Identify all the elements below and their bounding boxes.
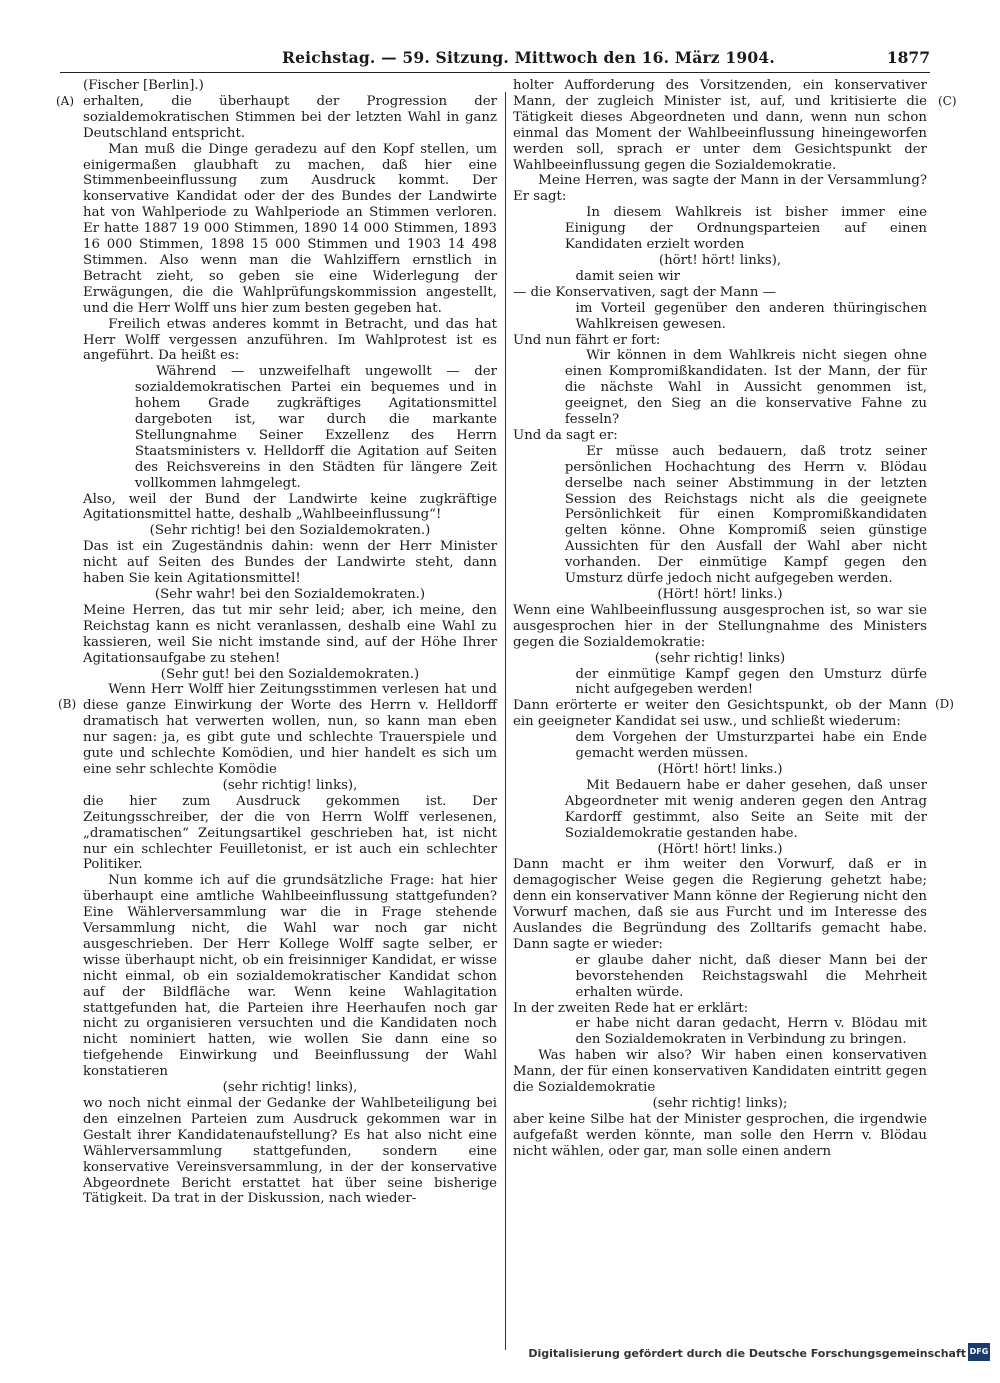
quoted-paragraph: Wir können in dem Wahlkreis nicht siegen ohne einen Kompromißkandidaten. Ist der Mann, der für die nächste Wahl in Aussicht genommen ist, geeignet, den Sieg an die konservative Fahne zu fesseln?: [564, 348, 927, 428]
paragraph: Dann macht er ihm weiter den Vorwurf, daß er in demagogischer Weise gegen die Regierung gehetzt habe; denn ein konservativer Mann könne der Regierung nicht den Vorwurf machen, daß sie aus Furcht und im Interesse des Auslandes die Begründung des Zolltarifs gemacht habe. Dann sagte er wieder:: [513, 857, 927, 952]
quoted-paragraph: Mit Bedauern habe er daher gesehen, daß unser Abgeordneter mit wenig anderen gegen den Antrag Kardorff gestimmt, also Seite an Seite mit der Sozialdemokratie gestanden habe.: [564, 777, 927, 841]
margin-marker-a: (A): [56, 94, 75, 108]
margin-marker-c: (C): [938, 94, 957, 108]
paragraph: Das ist ein Zugeständnis dahin: wenn der Herr Minister nicht auf Seiten des Bundes der Landwirte steht, dann haben Sie kein Agitationsmittel!: [83, 539, 497, 587]
paragraph: Nun komme ich auf die grundsätzliche Frage: hat hier überhaupt eine amtliche Wahlbeeinflussung stattgefunden? Eine Wählerversammlung war die in Frage stehende Versammlung nicht, die Wahl war noch gar nicht ausgeschrieben. Der Herr Kollege Wolff sagte selber, er wisse überhaupt nicht, ob ein freisinniger Kandidat, er wisse nicht einmal, ob ein sozialdemokratischer Kandidat schon auf der Bildfläche war. Wenn keine Wahlagitation stattgefunden hat, die Parteien ihre Heerhaufen noch gar nicht zu organisieren versuchten und die Kandidaten noch nicht nominiert hatten, wie wollen Sie dann eine so tiefgehende Einwirkung und Beeinflussung der Wahl konstatieren: [83, 873, 497, 1080]
paragraph: Was haben wir also? Wir haben einen konservativen Mann, der für einen konservativen Kandidaten eintritt gegen die Sozialdemokratie: [513, 1048, 927, 1096]
paragraph: Meine Herren, das tut mir sehr leid; aber, ich meine, den Reichstag kann es nicht veranlassen, deshalb eine Wahl zu kassieren, weil Sie nicht imstande sind, auf der Höhe Ihrer Agitationsaufgabe zu stehen!: [83, 602, 497, 666]
quoted-paragraph: der einmütige Kampf gegen den Umsturz dürfe nicht aufgegeben werden!: [575, 666, 927, 698]
margin-marker-d: (D): [935, 697, 954, 711]
paragraph: Wenn Herr Wolff hier Zeitungsstimmen verlesen hat und diese ganze Einwirkung der Worte des Herrn v. Helldorff dramatisch hat verwerten wollen, nun, so kann man eben nur sagen: ja, es gibt gute und schlechte Trauerspiele und gute und schlechte Komödien, und hier handelt es sich um eine sehr schlechte Komödie: [83, 682, 497, 777]
paragraph: holter Aufforderung des Vorsitzenden, ein konservativer Mann, der zugleich Minister ist, auf, und kritisierte die Tätigkeit dieses Abgeordneten und dann, wenn nun schon einmal das Moment der Wahlbeeinflussung hineingeworfen werden soll, sprach er unter dem Gesichtspunkt der Wahlbeeinflussung gegen die Sozialdemokratie.: [513, 78, 927, 173]
interjection: (Hört! hört! links.): [657, 761, 783, 777]
interjection: (Sehr gut! bei den Sozialdemokraten.): [160, 666, 420, 682]
paragraph: aber keine Silbe hat der Minister gesprochen, die irgendwie aufgefaßt werden könnte, man solle den Herrn v. Blödau nicht wählen, oder gar, man solle einen andern: [513, 1111, 927, 1159]
interjection: (Hört! hört! links.): [657, 587, 783, 602]
paragraph: Und nun fährt er fort:: [513, 332, 661, 348]
paragraph: — die Konservativen, sagt der Mann —: [513, 284, 777, 300]
interjection: (sehr richtig! links);: [652, 1096, 788, 1111]
interjection: (sehr richtig! links),: [222, 777, 358, 793]
paragraph: Und da sagt er:: [513, 427, 618, 443]
quoted-paragraph: er glaube daher nicht, daß dieser Mann bei der bevorstehenden Reichstagswahl die Mehrheit erhalten würde.: [575, 952, 927, 1000]
quoted-paragraph: Er müsse auch bedauern, daß trotz seiner persönlichen Hochachtung des Herrn v. Blödau derselbe nach seiner Abstimmung in der letzten Session des Reichstags nicht als die geeignete Persönlichkeit für einen Kompromißkandidaten gelten könne. Ohne Kompromiß seien günstige Aussichten für den Ausfall der Wahl aber nicht vorhanden. Der einmütige Kampf gegen den Umsturz dürfe jedoch nicht aufgegeben werden.: [564, 443, 927, 587]
paragraph: wo noch nicht einmal der Gedanke der Wahlbeteiligung bei den einzelnen Parteien zum Ausdruck gekommen war in Gestalt ihrer Kandidatenaufstellung? Es hat also nicht eine Wählerversammlung stattgefunden, sondern eine konservative Vereinsversammlung, in der der konservative Abgeordnete Bericht erstattet hat über seine bisherige Tätigkeit. Da trat in der Diskussion, nach wieder-: [83, 1096, 497, 1207]
footer-credit: Digitalisierung gefördert durch die Deutsche Forschungsgemeinschaft: [528, 1347, 966, 1360]
paragraph: Freilich etwas anderes kommt in Betracht, und das hat Herr Wolff vergessen anzuführen. Im Wahlprotest ist es angeführt. Da heißt es:: [83, 316, 497, 364]
header-title: Reichstag. — 59. Sitzung. Mittwoch den 16. März 1904.: [282, 48, 775, 67]
column-divider: [505, 92, 506, 1350]
margin-marker-b: (B): [58, 697, 77, 711]
left-column: [83, 78, 497, 1207]
paragraph: die hier zum Ausdruck gekommen ist. Der Zeitungsschreiber, der die von Herrn Wolff verlesenen, „dramatischen“ Zeitungsartikel geschrieben hat, ist nicht nur ein schlechter Feuilletonist, er ist auch ein schlechter Politiker.: [83, 793, 497, 873]
paragraph: Also, weil der Bund der Landwirte keine zugkräftige Agitationsmittel hatte, deshalb „Wahlbeeinflussung“!: [83, 491, 497, 523]
paragraph: Dann erörterte er weiter den Gesichtspunkt, ob der Mann ein geeigneter Kandidat sei usw., und schließt wiederum:: [513, 698, 927, 730]
quoted-paragraph: im Vorteil gegenüber den anderen thüringischen Wahlkreisen gewesen.: [575, 300, 927, 332]
quoted-paragraph: In diesem Wahlkreis ist bisher immer eine Einigung der Ordnungsparteien auf einen Kandidaten erzielt worden: [564, 205, 927, 253]
paragraph: Man muß die Dinge geradezu auf den Kopf stellen, um einigermaßen glaubhaft zu machen, daß hier eine Stimmenbeeinflussung zum Ausdruck kommt. Der konservative Kandidat oder der des Bundes der Landwirte hat von Wahlperiode zu Wahlperiode an Stimmen verloren. Er hatte 1887 19 000 Stimmen, 1890 14 000 Stimmen, 1893 16 000 Stimmen, 1898 15 000 Stimmen und 1903 14 498 Stimmen. Also wenn man die Wahlziffern ernstlich in Betracht zieht, so geben sie eine Widerlegung der Erwägungen, die die Wahlprüfungskommission angestellt, und die Herr Wolff uns hier zum besten gegeben hat.: [83, 141, 497, 316]
paragraph: Meine Herren, was sagte der Mann in der Versammlung? Er sagt:: [513, 173, 927, 205]
dfg-logo: DFG: [968, 1343, 990, 1361]
interjection: (Hört! hört! links.): [657, 841, 783, 857]
interjection: (sehr richtig! links): [654, 650, 786, 666]
paragraph: (Fischer [Berlin].): [83, 78, 204, 93]
paragraph: Wenn eine Wahlbeeinflussung ausgesprochen ist, so war sie ausgesprochen hier in der Stellungnahme des Ministers gegen die Sozialdemokratie:: [513, 602, 927, 650]
quoted-paragraph: Während — unzweifelhaft ungewollt — der sozialdemokratischen Partei ein bequemes und in hohem Grade zugkräftiges Agitationsmittel dargeboten ist, war durch die markante Stellungnahme Seiner Exzellenz des Herrn Staatsministers v. Helldorff die Agitation auf Seiten des Reichsvereins in den Städten für längere Zeit vollkommen lahmgelegt.: [134, 364, 497, 491]
paragraph: In der zweiten Rede hat er erklärt:: [513, 1000, 749, 1016]
interjection: (Sehr richtig! bei den Sozialdemokraten.): [149, 523, 431, 539]
quoted-paragraph: damit seien wir: [575, 268, 680, 284]
page-number: 1877: [886, 48, 930, 67]
page-header: [60, 44, 930, 73]
paragraph: erhalten, die überhaupt der Progression der sozialdemokratischen Stimmen bei der letzten Wahl in ganz Deutschland entspricht.: [83, 93, 497, 141]
interjection: (Sehr wahr! bei den Sozialdemokraten.): [154, 587, 426, 602]
interjection: (sehr richtig! links),: [222, 1080, 358, 1096]
interjection: (hört! hört! links),: [658, 252, 782, 268]
right-column: [513, 78, 927, 1160]
quoted-paragraph: dem Vorgehen der Umsturzpartei habe ein Ende gemacht werden müssen.: [575, 730, 927, 762]
quoted-paragraph: er habe nicht daran gedacht, Herrn v. Blödau mit den Sozialdemokraten in Verbindung zu bringen.: [575, 1016, 927, 1048]
